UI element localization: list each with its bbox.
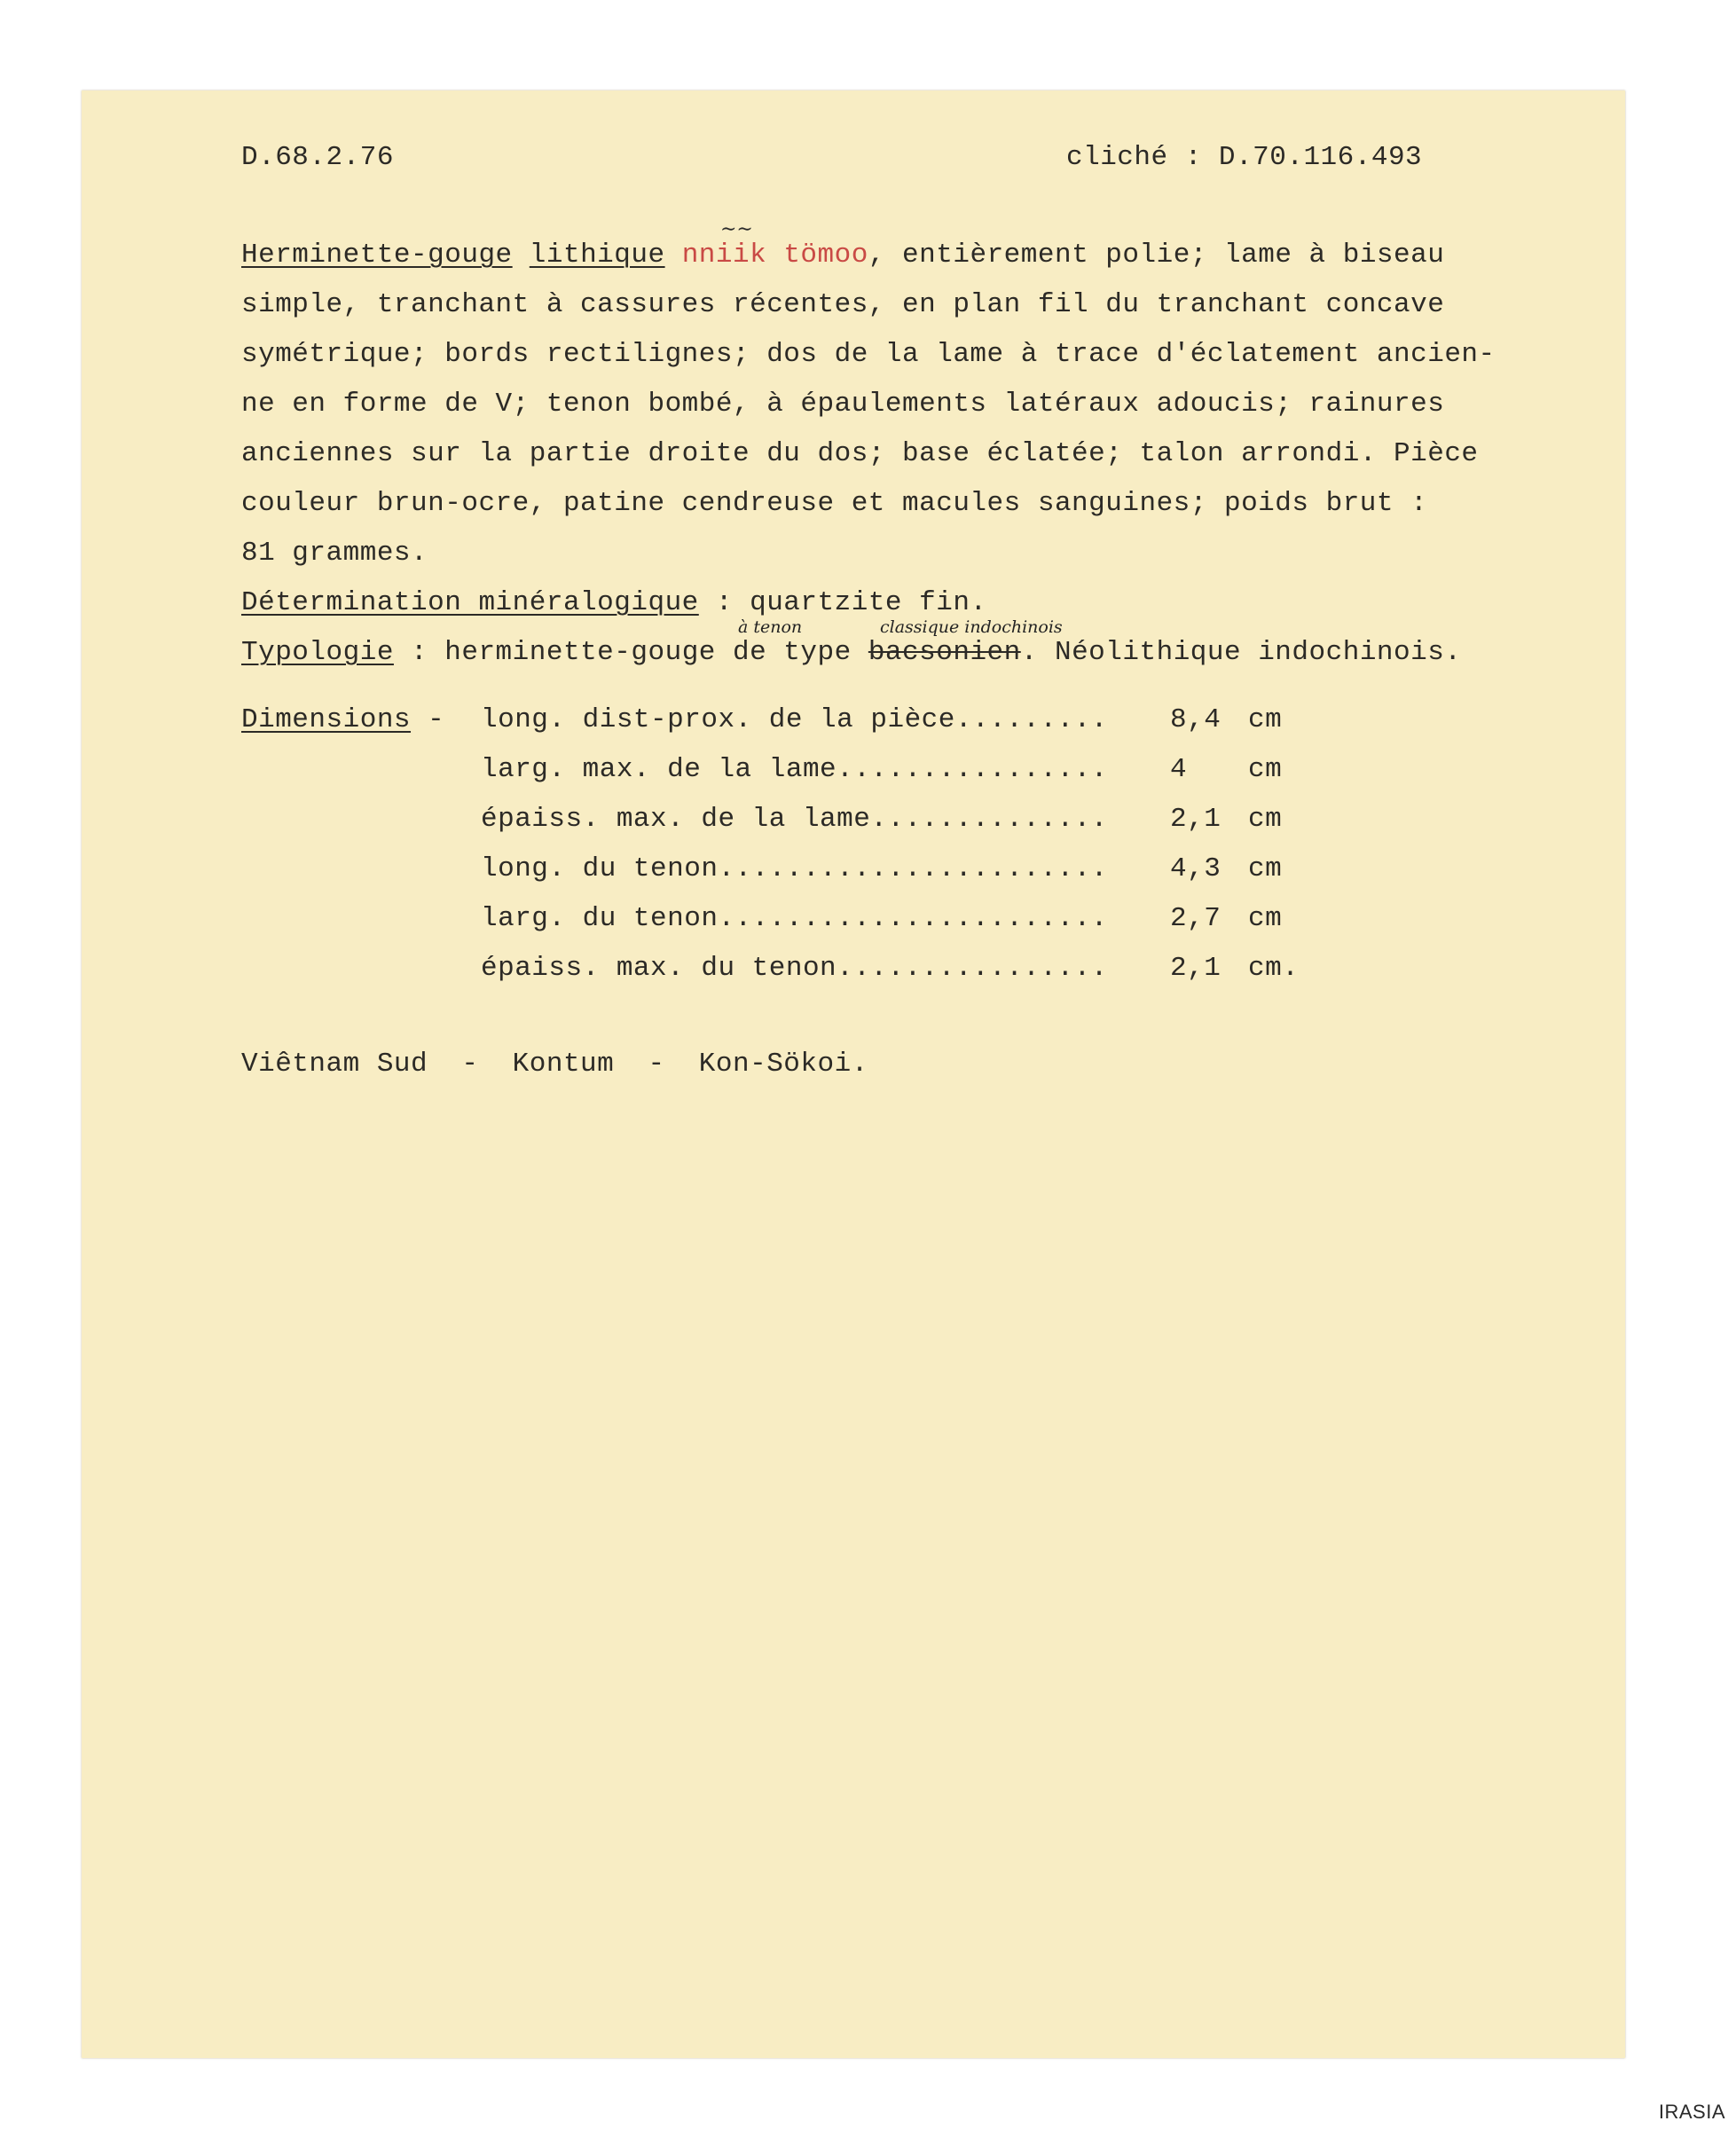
dimensions-heading: Dimensions -: [241, 704, 462, 735]
dimension-value: 4,3: [1170, 853, 1221, 884]
description-line-1: Herminette-gouge lithique nniik tömoo, entièrement polie; lame à biseau: [241, 240, 1445, 271]
struck-out-word: bacsonien: [868, 637, 1021, 668]
dimension-value: 2,1: [1170, 953, 1221, 984]
dimension-value: 2,1: [1170, 804, 1221, 835]
description-line-3: symétrique; bords rectilignes; dos de la lame à trace d'éclatement ancien-: [241, 339, 1496, 370]
dimension-unit: cm: [1248, 903, 1283, 934]
inventory-reference: D.68.2.76: [241, 142, 394, 173]
handwritten-annotation-classique: classique indochinois: [880, 617, 1063, 637]
typologie-label: Typologie: [241, 637, 394, 668]
determination-value: : quartzite fin.: [698, 587, 987, 618]
local-name: nniik tömoo: [681, 240, 868, 271]
dimension-label: larg. du tenon.......................: [481, 903, 1108, 934]
determination-line: [241, 587, 987, 618]
determination-label: Détermination minéralogique: [241, 587, 699, 618]
dimension-label: long. dist-prox. de la pièce.........: [481, 704, 1108, 735]
typed-record-card: [82, 90, 1625, 2058]
dimension-label: épaiss. max. de la lame..............: [481, 804, 1108, 835]
dimension-unit: cm: [1248, 704, 1283, 735]
object-term: Herminette-gouge: [241, 240, 513, 271]
dimensions-label: Dimensions: [241, 704, 412, 735]
description-line-4: ne en forme de V; tenon bombé, à épaulements latéraux adoucis; rainures: [241, 389, 1445, 420]
typologie-line: Typologie : herminette-gouge de type bacsonien. Néolithique indochinois.: [241, 637, 1462, 668]
dimension-label: larg. max. de la lame................: [481, 754, 1108, 785]
handwritten-tilde-mark: ∼∼: [720, 218, 753, 240]
dimension-unit: cm: [1248, 754, 1283, 785]
description-line-2: simple, tranchant à cassures récentes, en plan fil du tranchant concave: [241, 289, 1445, 320]
description-line-7: 81 grammes.: [241, 538, 428, 569]
dimension-unit: cm.: [1248, 953, 1300, 984]
handwritten-annotation-tenon: à tenon: [738, 617, 803, 637]
dimension-unit: cm: [1248, 804, 1283, 835]
dimension-label: long. du tenon.......................: [481, 853, 1108, 884]
dimension-unit: cm: [1248, 853, 1283, 884]
location-line: Viêtnam Sud - Kontum - Kon-Sökoi.: [241, 1049, 868, 1080]
irasia-footer-mark: IRASIA: [1658, 2101, 1725, 2123]
photo-reference: cliché : D.70.116.493: [1066, 142, 1423, 173]
dimension-label: épaiss. max. du tenon................: [481, 953, 1108, 984]
description-line-5: anciennes sur la partie droite du dos; base éclatée; talon arrondi. Pièce: [241, 438, 1479, 469]
dimension-value: 2,7: [1170, 903, 1221, 934]
object-term-material: lithique: [529, 240, 665, 271]
dimension-value: 4: [1170, 754, 1188, 785]
dimension-value: 8,4: [1170, 704, 1221, 735]
description-line-6: couleur brun-ocre, patine cendreuse et macules sanguines; poids brut :: [241, 488, 1428, 519]
